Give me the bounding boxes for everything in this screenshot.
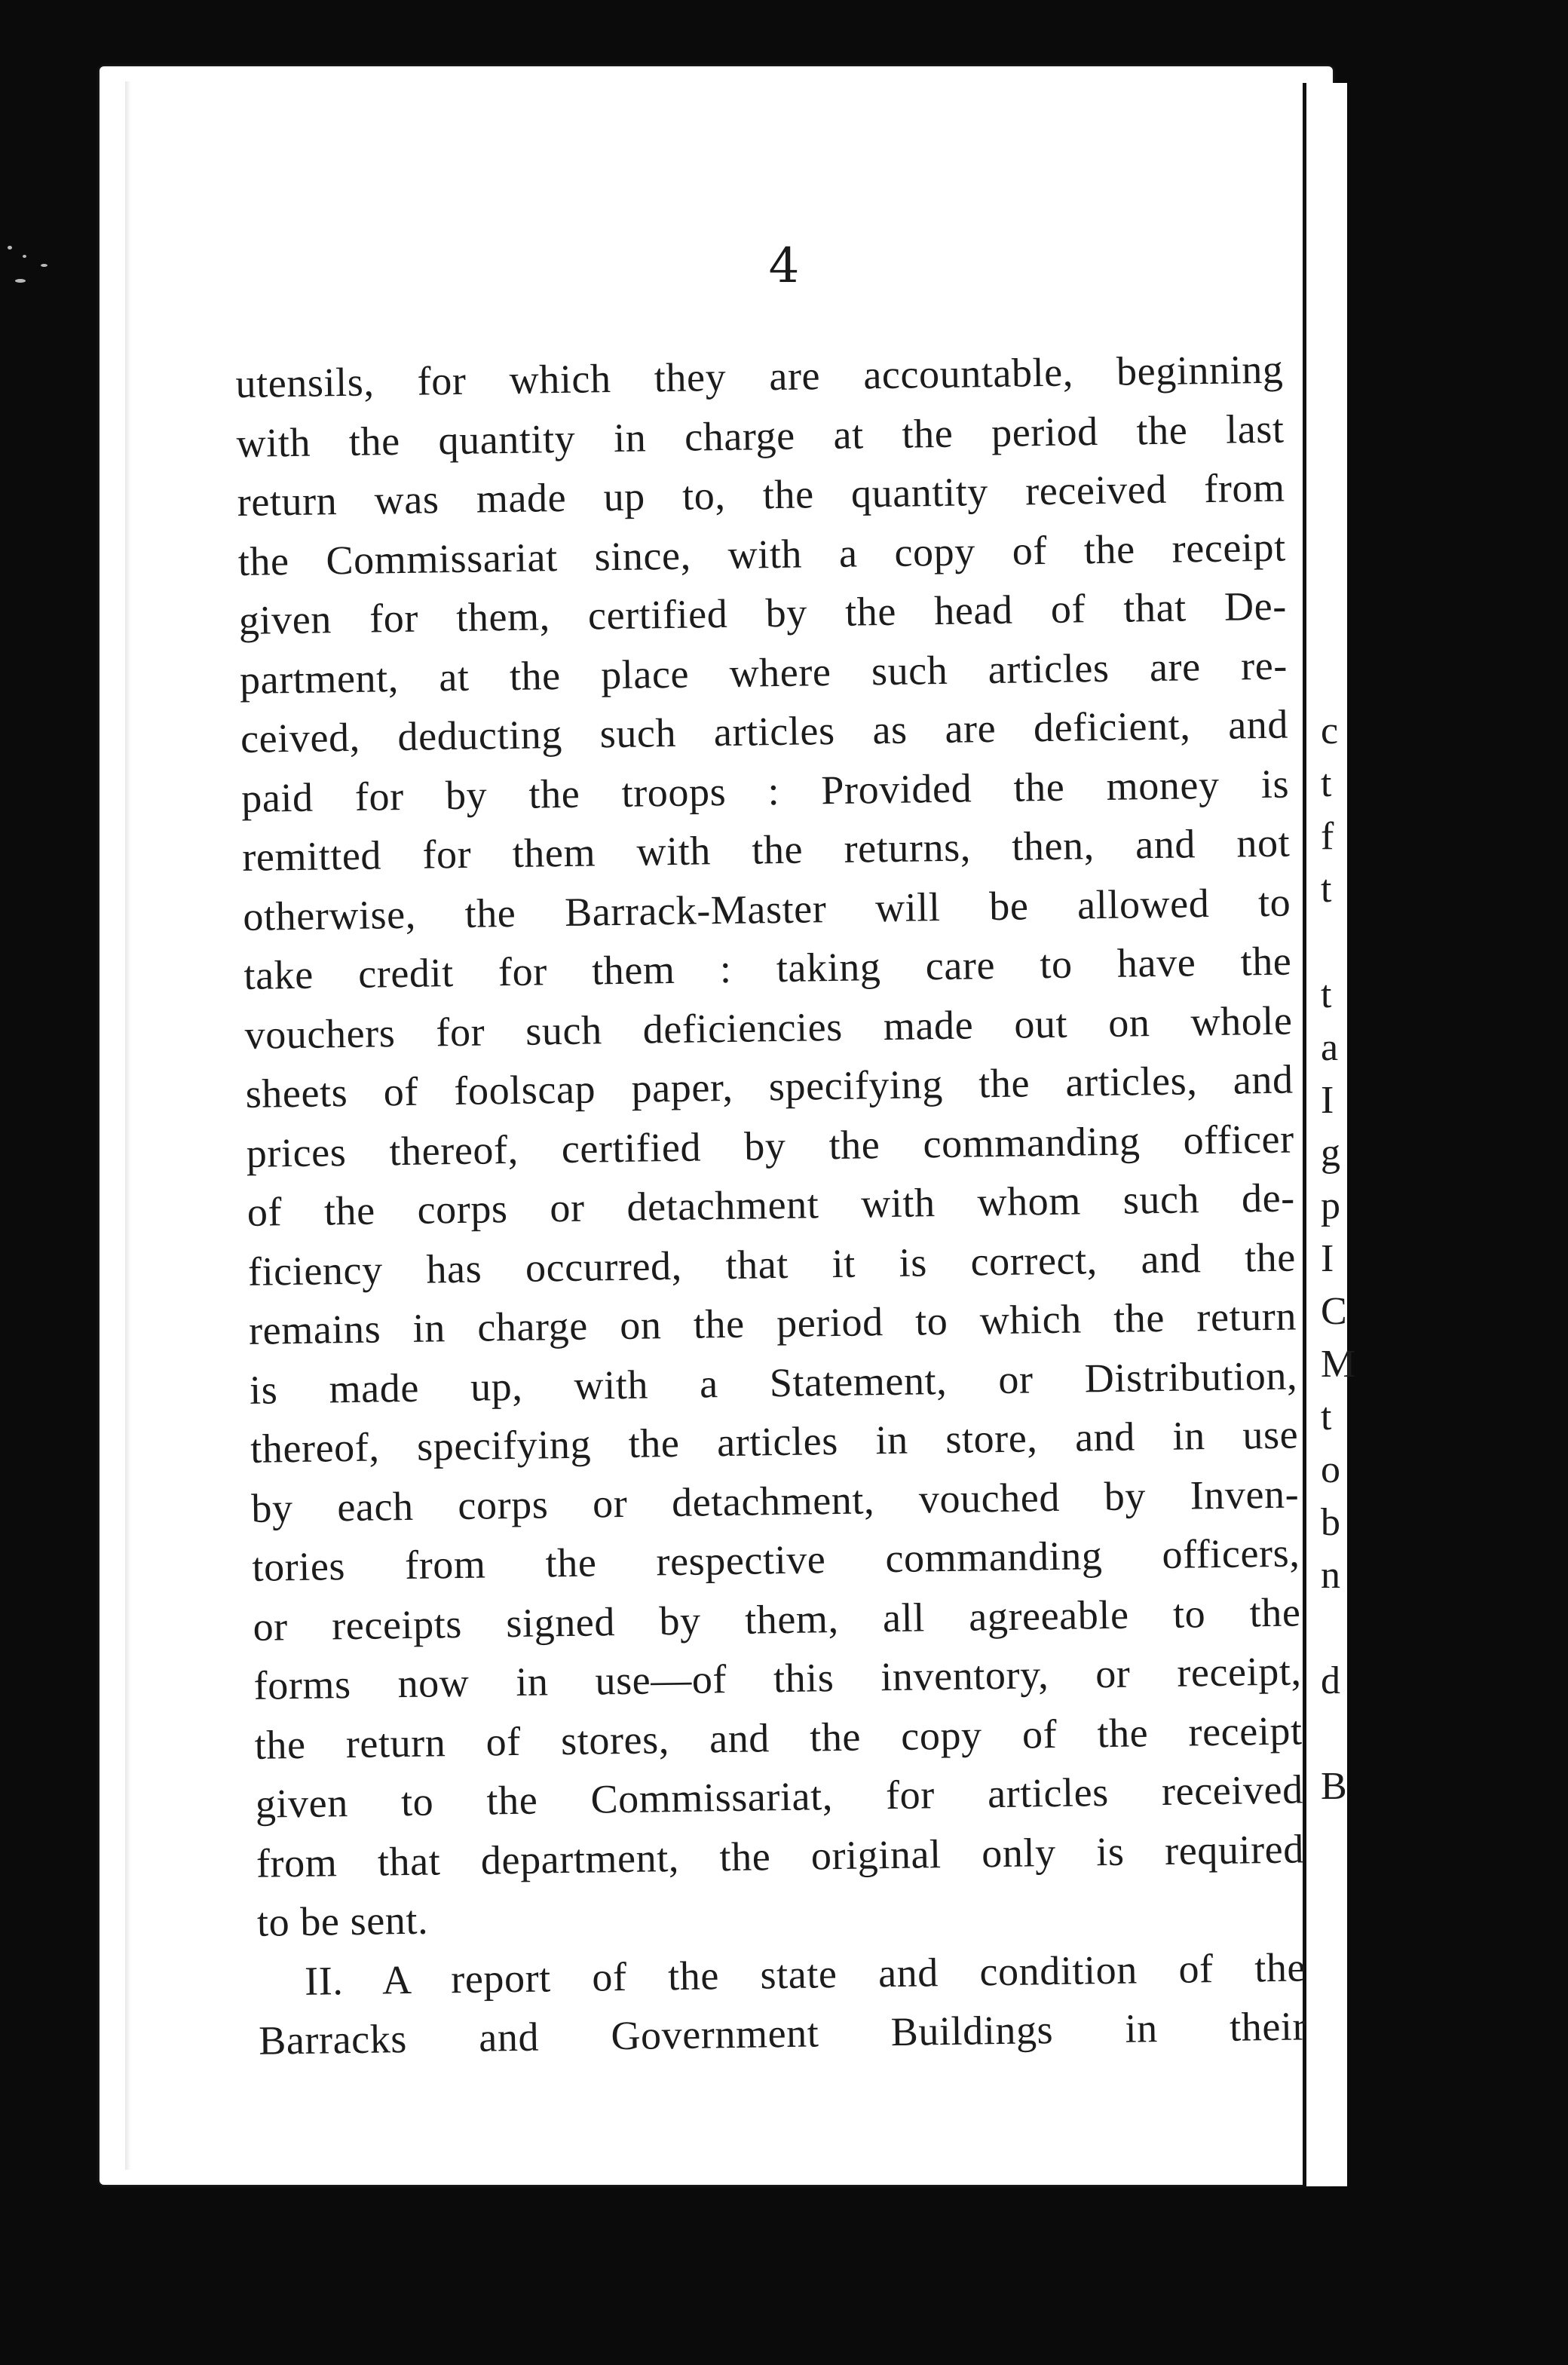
text-line: given for them, certified by the head of that De- [238, 583, 1288, 643]
text-line: take credit for them : taking care to have the [243, 938, 1292, 998]
text-line: otherwise, the Barrack-Master will be allowed to [242, 879, 1291, 939]
margin-letter: d [1321, 1659, 1340, 1702]
margin-letter: a [1321, 1026, 1339, 1069]
text-line: utensils, for which they are accountable, beginning [235, 346, 1284, 406]
margin-letter: g [1321, 1132, 1340, 1175]
text-line: is made up, with a Statement, or Distribution, [249, 1352, 1298, 1413]
text-line: ficiency has occurred, that it is correct, and the [247, 1233, 1297, 1294]
margin-letter: t [1321, 973, 1332, 1016]
margin-letter: t [1321, 868, 1332, 911]
text-line: by each corps or detachment, vouched by Inven- [250, 1470, 1300, 1531]
text-line: remitted for them with the returns, then, and not [241, 819, 1291, 880]
margin-letter: B [1321, 1765, 1347, 1808]
text-line: remains in charge on the period to which the return [248, 1293, 1297, 1353]
text-line: ceived, deducting such articles as are deficient, and [240, 701, 1289, 761]
text-line: given to the Commissariat, for articles received [255, 1766, 1304, 1827]
text-line: the return of stores, and the copy of the receipt [254, 1707, 1303, 1768]
margin-letter: I [1321, 1237, 1334, 1280]
text-line: to be sent. [256, 1897, 429, 1945]
text-line: from that department, the original only is required [256, 1825, 1305, 1886]
text-line: partment, at the place where such articles are re- [239, 642, 1288, 703]
margin-letter: b [1321, 1501, 1340, 1544]
margin-letter: f [1321, 815, 1334, 858]
page-number: 4 [768, 238, 800, 294]
text-line: the Commissariat since, with a copy of the receipt [237, 524, 1287, 584]
text-line: tories from the respective commanding officers, [252, 1530, 1300, 1590]
text-line: sheets of foolscap paper, specifying the articles, and [245, 1056, 1294, 1117]
text-line: II. A report of the state and condition of the [304, 1944, 1306, 2004]
margin-letter: c [1321, 709, 1339, 752]
text-line: thereof, specifying the articles in store, and in use [250, 1411, 1299, 1472]
text-line: forms now in use—of this inventory, or receipt, [253, 1648, 1302, 1708]
page-fold-shadow [125, 81, 131, 2170]
text-line: return was made up to, the quantity received from [237, 464, 1286, 525]
text-line: paid for by the troops : Provided the money is [240, 761, 1290, 821]
text-line: of the corps or detachment with whom such de- [247, 1175, 1296, 1235]
margin-letter: M [1321, 1343, 1356, 1386]
body-text [235, 340, 1307, 2071]
margin-letter: C [1321, 1290, 1347, 1333]
text-line: or receipts signed by them, all agreeable to the [253, 1588, 1301, 1650]
text-line: with the quantity in charge at the period the last [236, 406, 1285, 466]
margin-letter: o [1321, 1448, 1340, 1491]
margin-letter: I [1321, 1079, 1334, 1122]
text-line: prices thereof, certified by the commanding officer [246, 1115, 1295, 1176]
margin-letter: p [1321, 1184, 1340, 1227]
text-line: vouchers for such deficiencies made out on whole [244, 997, 1293, 1058]
margin-letter: t [1321, 1395, 1332, 1438]
margin-letter: n [1321, 1554, 1340, 1597]
margin-letter: t [1321, 762, 1332, 805]
text-line: Barracks and Government Buildings in their [258, 2003, 1307, 2063]
